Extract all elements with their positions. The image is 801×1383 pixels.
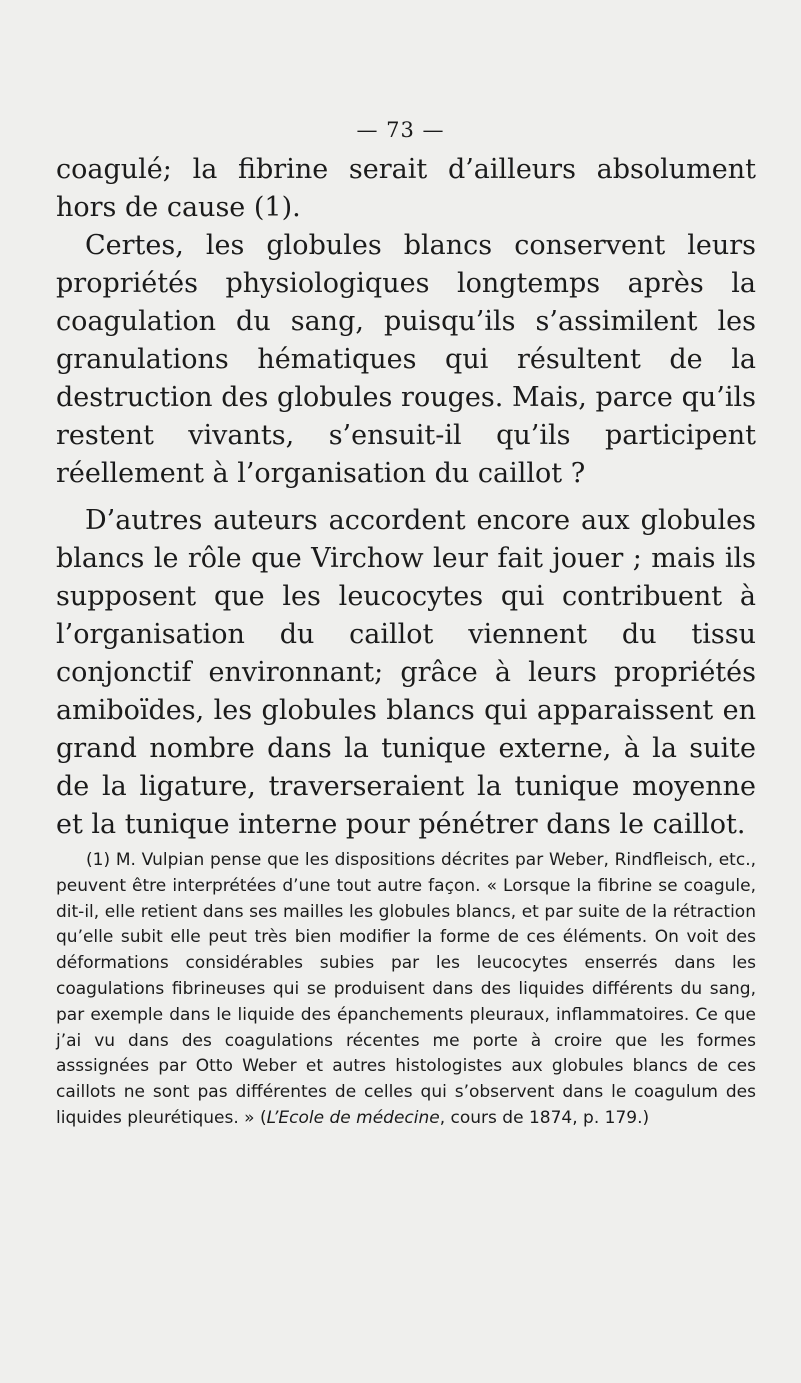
footnote-tail: , cours de 1874, p. 179.) <box>439 1107 650 1128</box>
body-text-top <box>56 151 756 493</box>
footnote <box>56 848 756 1132</box>
page-number: — 73 — <box>356 118 445 142</box>
paragraph: D’autres auteurs accordent encore aux globules blancs le rôle que Virchow leur fait jouer ; mais ils supposent que les leucocytes qui contribuent à l’organisation du caillot viennent du tissu conjonctif environnant; grâce à leurs propriétés amiboïdes, les globules blancs qui apparaissent en grand nombre dans la tunique externe, à la suite de la ligature, traverseraient la tunique moyenne et la tunique interne pour pénétrer dans le caillot. <box>56 505 756 840</box>
paragraph-continued: coagulé; la fibrine serait d’ailleurs absolument hors de cause (1). <box>56 154 756 223</box>
footnote-main: (1) M. Vulpian pense que les dispositions décrites par Weber, Rindfleisch, etc., peuvent être interprétées d’une tout autre façon. « Lorsque la fibrine se coagule, dit-il, elle retient dans ses mailles les globules blancs, et par suite de la rétraction qu’elle subit elle peut très bien modifier la forme de ces éléments. On voit des déformations considérables subies par les leucocytes enserrés dans les coagulations fibrineuses qui se produisent dans des liquides différents du sang, par exemple dans le liquide des épanchements pleuraux, inflammatoires. Ce que j’ai vu dans des coagulations récentes me porte à croire que les formes asssignées par Otto Weber et autres histologistes aux globules blancs de ces caillots ne sont pas différentes de celles qui s’observent dans le coagulum des liquides pleurétiques. » ( <box>56 850 756 1128</box>
footnote-text <box>56 848 756 1132</box>
footnote-source-title: L’Ecole de médecine <box>266 1107 440 1128</box>
paragraph: Certes, les globules blancs conservent leurs propriétés physiologiques longtemps après la coagulation du sang, puisqu’ils s’assimilent les granulations hématiques qui résultent de la destruction des globules rouges. Mais, parce qu’ils restent vivants, s’ensuit-il qu’ils participent réellement à l’organisation du caillot ? <box>56 230 756 489</box>
body-text-bottom <box>56 502 756 844</box>
